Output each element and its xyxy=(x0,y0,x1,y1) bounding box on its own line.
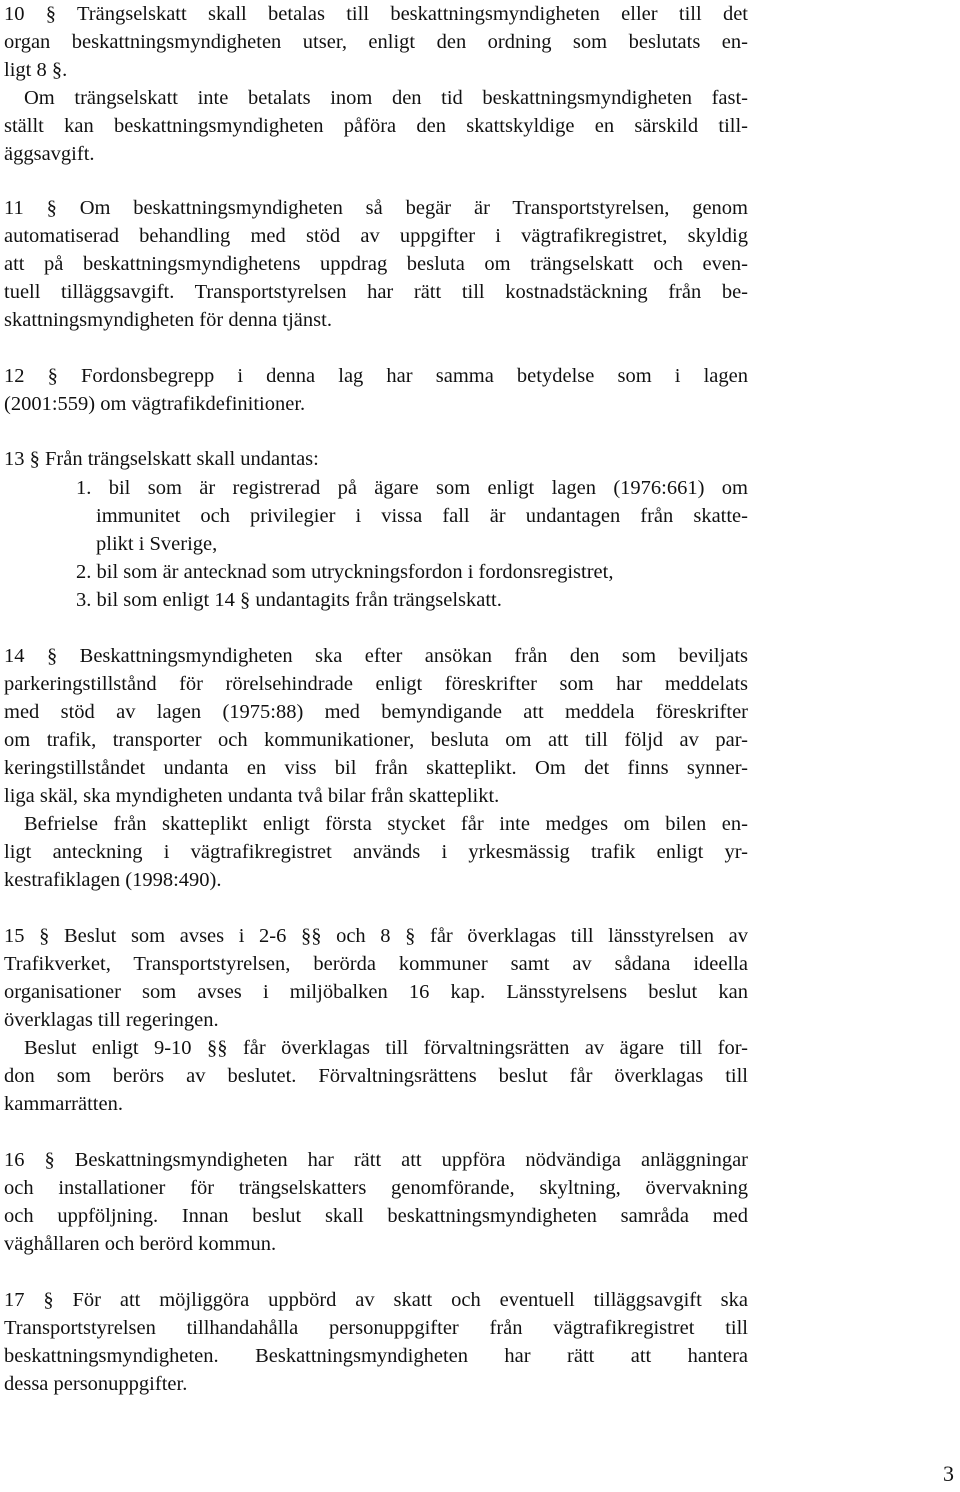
section-15-line: 15 § Beslut som avses i 2-6 §§ och 8 § får överklagas till länsstyrelsen av xyxy=(4,925,748,947)
section-14-line: 14 § Beskattningsmyndigheten ska efter ansökan från den som beviljats xyxy=(4,645,748,667)
section-15-line: Trafikverket, Transportstyrelsen, berörda kommuner samt av sådana ideella xyxy=(4,953,748,975)
list-item: 3. bil som enligt 14 § undantagits från trängselskatt. xyxy=(76,589,502,611)
section-17-line: Transportstyrelsen tillhandahålla personuppgifter från vägtrafikregistret till xyxy=(4,1317,748,1339)
section-11-line: tuell tilläggsavgift. Transportstyrelsen har rätt till kostnadstäckning från be- xyxy=(4,281,748,303)
section-10-line: 10 § Trängselskatt skall betalas till beskattningsmyndigheten eller till det xyxy=(4,3,748,25)
section-11-line: skattningsmyndigheten för denna tjänst. xyxy=(4,309,332,331)
section-17-line: 17 § För att möjliggöra uppbörd av skatt och eventuell tilläggsavgift ska xyxy=(4,1289,748,1311)
section-14-line: parkeringstillstånd för rörelsehindrade enligt föreskrifter som har meddelats xyxy=(4,673,748,695)
list-item: 1. bil som är registrerad på ägare som enligt lagen (1976:661) om xyxy=(76,477,748,499)
list-item: 2. bil som är antecknad som utryckningsfordon i fordonsregistret, xyxy=(76,561,614,583)
page-number: 3 xyxy=(943,1461,954,1486)
section-12-line: 12 § Fordonsbegrepp i denna lag har samma betydelse som i lagen xyxy=(4,365,748,387)
list-item-continuation: plikt i Sverige, xyxy=(96,533,218,555)
section-10-line: äggsavgift. xyxy=(4,143,95,165)
section-14-line: med stöd av lagen (1975:88) med bemyndigande att meddela föreskrifter xyxy=(4,701,748,723)
section-10-line: ställt kan beskattningsmyndigheten påföra den skattskyldige en särskild till- xyxy=(4,115,748,137)
section-11-line: automatiserad behandling med stöd av uppgifter i vägtrafikregistret, skyldig xyxy=(4,225,748,247)
section-12-line: (2001:559) om vägtrafikdefinitioner. xyxy=(4,393,306,415)
section-16-line: 16 § Beskattningsmyndigheten har rätt att uppföra nödvändiga anläggningar xyxy=(4,1149,748,1171)
section-15-line: don som berörs av beslutet. Förvaltningsrättens beslut får överklagas till xyxy=(4,1065,748,1087)
section-15-line: kammarrätten. xyxy=(4,1093,123,1115)
section-14-line: keringstillståndet undanta en viss bil från skatteplikt. Om det finns synner- xyxy=(4,757,748,779)
section-16-line: och uppföljning. Innan beslut skall beskattningsmyndigheten samråda med xyxy=(4,1205,748,1227)
section-10-line: ligt 8 §. xyxy=(4,59,68,81)
section-15-line: organisationer som avses i miljöbalken 16 kap. Länsstyrelsens beslut kan xyxy=(4,981,748,1003)
section-17-line: beskattningsmyndigheten. Beskattningsmyndigheten har rätt att hantera xyxy=(4,1345,748,1367)
section-11-line: att på beskattningsmyndighetens uppdrag besluta om trängselskatt och even- xyxy=(4,253,748,275)
section-14-line: kestrafiklagen (1998:490). xyxy=(4,869,222,891)
section-15-line: Beslut enligt 9-10 §§ får överklagas till förvaltningsrätten av ägare till for- xyxy=(24,1037,748,1059)
section-13-line: 13 § Från trängselskatt skall undantas: xyxy=(4,448,319,470)
section-10-line: organ beskattningsmyndigheten utser, enligt den ordning som beslutats en- xyxy=(4,31,748,53)
section-16-line: väghållaren och berörd kommun. xyxy=(4,1233,277,1255)
section-14-line: om trafik, transporter och kommunikationer, besluta om att till följd av par- xyxy=(4,729,748,751)
section-15-line: överklagas till regeringen. xyxy=(4,1009,219,1031)
section-17-line: dessa personuppgifter. xyxy=(4,1373,188,1395)
section-14-line: liga skäl, ska myndigheten undanta två bilar från skatteplikt. xyxy=(4,785,500,807)
section-11-line: 11 § Om beskattningsmyndigheten så begär är Transportstyrelsen, genom xyxy=(4,197,748,219)
section-14-line: ligt anteckning i vägtrafikregistret används i yrkesmässig trafik enligt yr- xyxy=(4,841,748,863)
section-14-line: Befrielse från skatteplikt enligt första stycket får inte medges om bilen en- xyxy=(24,813,748,835)
section-16-line: och installationer för trängselskatters genomförande, skyltning, övervakning xyxy=(4,1177,748,1199)
list-item-continuation: immunitet och privilegier i vissa fall är undantagen från skatte- xyxy=(96,505,748,527)
section-10-line: Om trängselskatt inte betalats inom den tid beskattningsmyndigheten fast- xyxy=(24,87,748,109)
